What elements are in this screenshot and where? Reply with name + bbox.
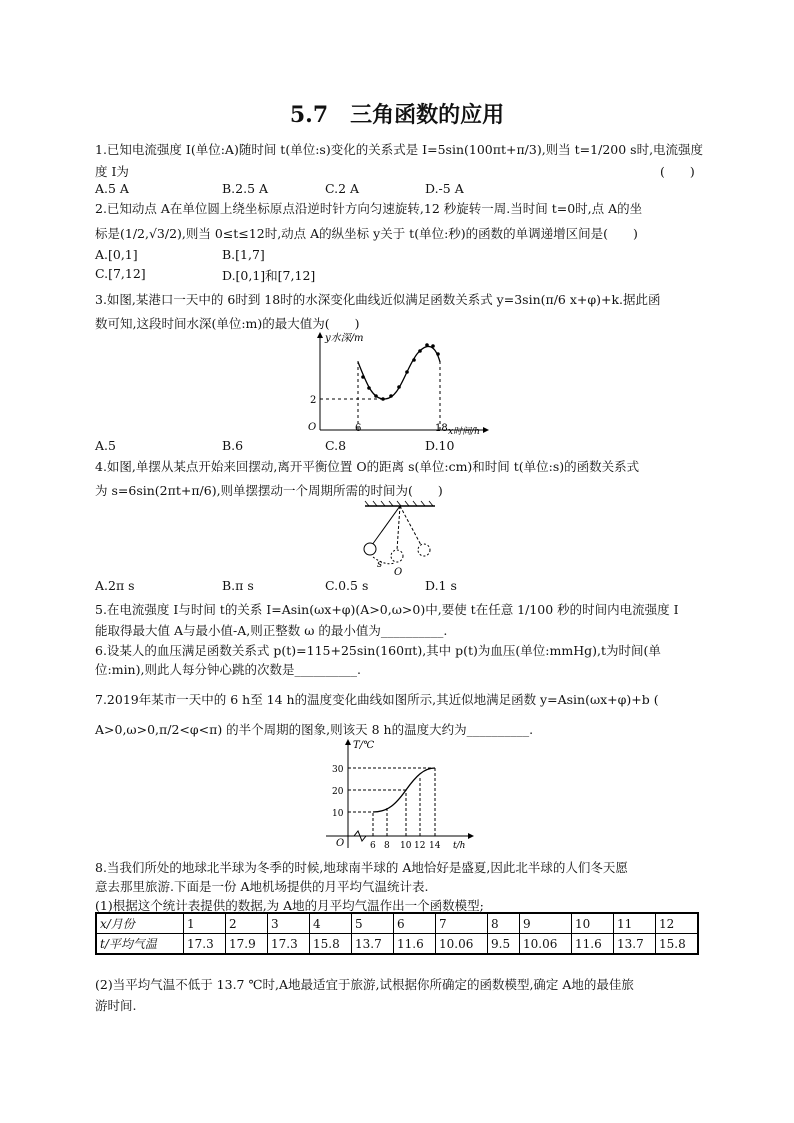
q7-line1: 7.2019年某市一天中的 6 h至 14 h的温度变化曲线如图所示,其近似地满足函数 y=Asin(ωx+φ)+b ( [95,692,659,707]
q7-ytick-30: 30 [332,765,344,775]
q7-xtick-12: 12 [414,841,426,851]
q6-line1: 6.设某人的血压满足函数关系式 p(t)=115+25sin(160πt),其中 p(t)为血压(单位:mmHg),t为时间(单 [95,643,661,658]
q8-line1: 8.当我们所处的地球北半球为冬季的时候,地球南半球的 A地恰好是盛夏,因此北半球的人们冬天愿 [95,860,628,875]
q7-xlabel: t/h [453,841,466,851]
q4-line2: 为 s=6sin(2πt+π/6),则单摆摆动一个周期所需的时间为( ) [95,483,443,498]
table-cell: 11.6 [572,934,614,955]
q1-option-d: D.-5 A [425,181,464,196]
table-cell: 11 [614,913,656,934]
q2-option-c: C.[7,12] [95,266,146,281]
q7-xtick-6: 6 [370,841,376,851]
table-cell: 6 [394,913,436,934]
temperature-table [95,912,699,955]
q7-ytick-10: 10 [332,809,344,819]
q3-ylabel: y水深/m [325,333,364,344]
q7-graph [318,736,478,854]
q2-option-d: D.[0,1]和[7,12] [222,268,316,283]
table-cell: 11.6 [394,934,436,955]
table-cell: 5 [352,913,394,934]
q1-bracket: ( ) [660,164,695,179]
q6-line2: 位:min),则此人每分钟心跳的次数是__________. [95,662,361,677]
pendulum-figure [355,500,445,578]
q1-option-c: C.2 A [325,181,360,196]
table-cell: 10.06 [520,934,572,955]
q4-line1: 4.如图,单摆从某点开始来回摆动,离开平衡位置 O的距离 s(单位:cm)和时间 t(单位:s)的函数关系式 [95,459,640,474]
table-cell: 1 [184,913,226,934]
table-cell: 15.8 [656,934,699,955]
table-cell: 9.5 [488,934,520,955]
q7-xtick-8: 8 [384,841,390,851]
q1-line2: 度 I为 [95,164,129,179]
q4-option-b: B.π s [222,578,254,593]
table-cell: 7 [436,913,488,934]
q4-option-d: D.1 s [425,578,457,593]
q3-option-d: D.10 [425,438,455,453]
table-cell: 17.3 [268,934,310,955]
table-cell: 3 [268,913,310,934]
q3-tick-y: 2 [310,395,317,406]
q4-option-a: A.2π s [95,578,135,593]
q3-xlabel: x时间/h [448,427,480,437]
q8-part2-line1: (2)当平均气温不低于 13.7 ℃时,A地最适宜于旅游,试根据你所确定的函数模型,确定 A地的最佳旅 [95,977,634,992]
q8-part2-line2: 游时间. [95,998,137,1013]
table-head-temp: t/平均气温 [96,934,184,955]
q3-option-b: B.6 [222,438,244,453]
table-head-month: x/月份 [96,913,184,934]
pendulum-o-label: O [394,567,403,578]
q1-option-a: A.5 A [95,181,129,196]
q7-ytick-20: 20 [332,787,344,797]
table-cell: 17.9 [226,934,268,955]
q2-option-a: A.[0,1] [95,247,138,262]
q8-part1: (1)根据这个统计表提供的数据,为 A地的月平均气温作出一个函数模型; [95,898,484,913]
q7-line2: A>0,ω>0,π/2<φ<π) 的半个周期的图象,则该天 8 h的温度大约为__________. [95,722,534,737]
q8-line2: 意去那里旅游.下面是一份 A地机场提供的月平均气温统计表. [95,879,429,894]
q3-origin: O [308,422,317,433]
q3-option-a: A.5 [95,438,116,453]
table-cell: 2 [226,913,268,934]
q3-graph [305,330,490,438]
table-cell: 17.3 [184,934,226,955]
q3-tick-x1: 6 [355,423,362,434]
q2-line2: 标是(1/2,√3/2),则当 0≤t≤12时,动点 A的纵坐标 y关于 t(单位:秒)的函数的单调递增区间是( ) [95,226,638,241]
q3-line1: 3.如图,某港口一天中的 6时到 18时的水深变化曲线近似满足函数关系式 y=3sin(π/6 x+φ)+k.据此函 [95,292,661,307]
page-title: 5.7 三角函数的应用 [289,102,505,128]
table-cell: 4 [310,913,352,934]
q7-origin: O [336,838,345,849]
table-cell: 15.8 [310,934,352,955]
q7-xtick-14: 14 [429,841,441,851]
table-cell: 10.06 [436,934,488,955]
q7-ylabel: T/℃ [353,740,375,751]
q3-line2: 数可知,这段时间水深(单位:m)的最大值为( ) [95,316,360,331]
table-row [96,913,698,934]
table-cell: 8 [488,913,520,934]
table-cell: 13.7 [352,934,394,955]
q7-xtick-10: 10 [400,841,412,851]
q4-option-c: C.0.5 s [325,578,369,593]
table-row [96,934,698,955]
table-cell: 12 [656,913,699,934]
q3-option-c: C.8 [325,438,347,453]
pendulum-s-label: s [377,559,383,570]
q3-tick-x2: 18 [435,423,448,434]
q1-line1: 1.已知电流强度 I(单位:A)随时间 t(单位:s)变化的关系式是 I=5sin(100πt+π/3),则当 t=1/200 s时,电流强度 [95,142,704,157]
q1-option-b: B.2.5 A [222,181,269,196]
q2-line1: 2.已知动点 A在单位圆上绕坐标原点沿逆时针方向匀速旋转,12 秒旋转一周.当时间 t=0时,点 A的坐 [95,201,643,216]
table-cell: 9 [520,913,572,934]
q5-line1: 5.在电流强度 I与时间 t的关系 I=Asin(ωx+φ)(A>0,ω>0)中,要使 t在任意 1/100 秒的时间内电流强度 I [95,602,679,617]
q5-line2: 能取得最大值 A与最小值-A,则正整数 ω 的最小值为__________. [95,623,448,638]
table-cell: 13.7 [614,934,656,955]
table-cell: 10 [572,913,614,934]
q2-option-b: B.[1,7] [222,247,265,262]
